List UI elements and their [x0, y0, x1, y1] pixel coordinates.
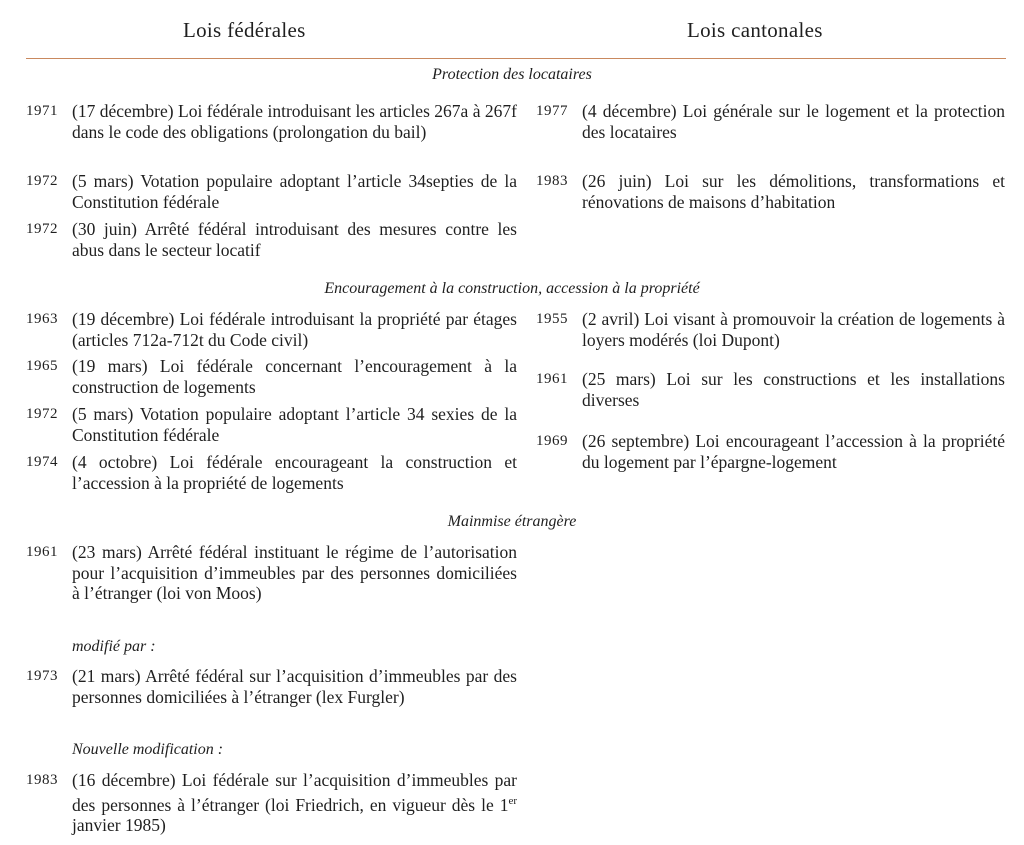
entry-text: (5 mars) Votation populaire adoptant l’article 34 sexies de la Constitution fédérale: [72, 404, 517, 445]
entry-text-main: (16 décembre) Loi fédérale sur l’acquisition d’immeubles par des personnes à l’étranger (loi Friedrich, en vigueur dès le 1: [72, 770, 517, 815]
entry-text: (17 décembre) Loi fédérale introduisant les articles 267a à 267f dans le code des obligations (prolongation du bail): [72, 101, 517, 142]
entry-text: (4 octobre) Loi fédérale encourageant la construction et l’accession à la propriété de logements: [72, 452, 517, 493]
entry-text: (19 mars) Loi fédérale concernant l’encouragement à la construction de logements: [72, 356, 517, 397]
section-title-protection-locataires: Protection des locataires: [432, 66, 592, 83]
section-title-mainmise-etrangere: Mainmise étrangère: [447, 513, 577, 530]
entry-year: 1965: [26, 358, 58, 374]
entry-text: (4 décembre) Loi générale sur le logement et la protection des locataires: [582, 101, 1005, 142]
entry-year: 1969: [536, 433, 568, 449]
entry-year: 1983: [26, 772, 58, 788]
entry-text: (2 avril) Loi visant à promouvoir la création de logements à loyers modérés (loi Dupont): [582, 309, 1005, 350]
entry-text: (5 mars) Votation populaire adoptant l’article 34septies de la Constitution fédérale: [72, 171, 517, 212]
entry-text: (26 juin) Loi sur les démolitions, transformations et rénovations de maisons d’habitation: [582, 171, 1005, 212]
entry-year: 1963: [26, 311, 58, 327]
subheading-modifie-par: modifié par :: [72, 638, 156, 655]
entry-year: 1983: [536, 173, 568, 189]
entry-text: (19 décembre) Loi fédérale introduisant la propriété par étages (articles 712a-712t du Code civil): [72, 309, 517, 350]
entry-year: 1961: [536, 371, 568, 387]
header-divider: [26, 58, 1006, 59]
entry-year: 1972: [26, 406, 58, 422]
federal-laws-header: Lois fédérales: [183, 18, 306, 42]
entry-year: 1977: [536, 103, 568, 119]
section-title-encouragement-construction: Encouragement à la construction, accession à la propriété: [324, 280, 700, 297]
entry-text: (26 septembre) Loi encourageant l’accession à la propriété du logement par l’épargne-logement: [582, 431, 1005, 472]
entry-year: 1973: [26, 668, 58, 684]
entry-text: [72, 770, 517, 836]
entry-year: 1961: [26, 544, 58, 560]
entry-year: 1971: [26, 103, 58, 119]
subheading-nouvelle-modification: Nouvelle modification :: [72, 741, 224, 758]
entry-year: 1955: [536, 311, 568, 327]
entry-text-end: janvier 1985): [72, 815, 166, 835]
entry-year: 1972: [26, 173, 58, 189]
entry-year: 1972: [26, 221, 58, 237]
entry-text: (25 mars) Loi sur les constructions et les installations diverses: [582, 369, 1005, 410]
entry-text: (21 mars) Arrêté fédéral sur l’acquisition d’immeubles par des personnes domiciliées à l’étranger (lex Furgler): [72, 666, 517, 707]
entry-year: 1974: [26, 454, 58, 470]
ordinal-superscript: er: [508, 794, 517, 807]
entry-text: (30 juin) Arrêté fédéral introduisant des mesures contre les abus dans le secteur locatif: [72, 219, 517, 260]
entry-text: (23 mars) Arrêté fédéral instituant le régime de l’autorisation pour l’acquisition d’immeubles par des personnes domiciliées à l’étranger (loi von Moos): [72, 542, 517, 603]
cantonal-laws-header: Lois cantonales: [687, 18, 823, 42]
